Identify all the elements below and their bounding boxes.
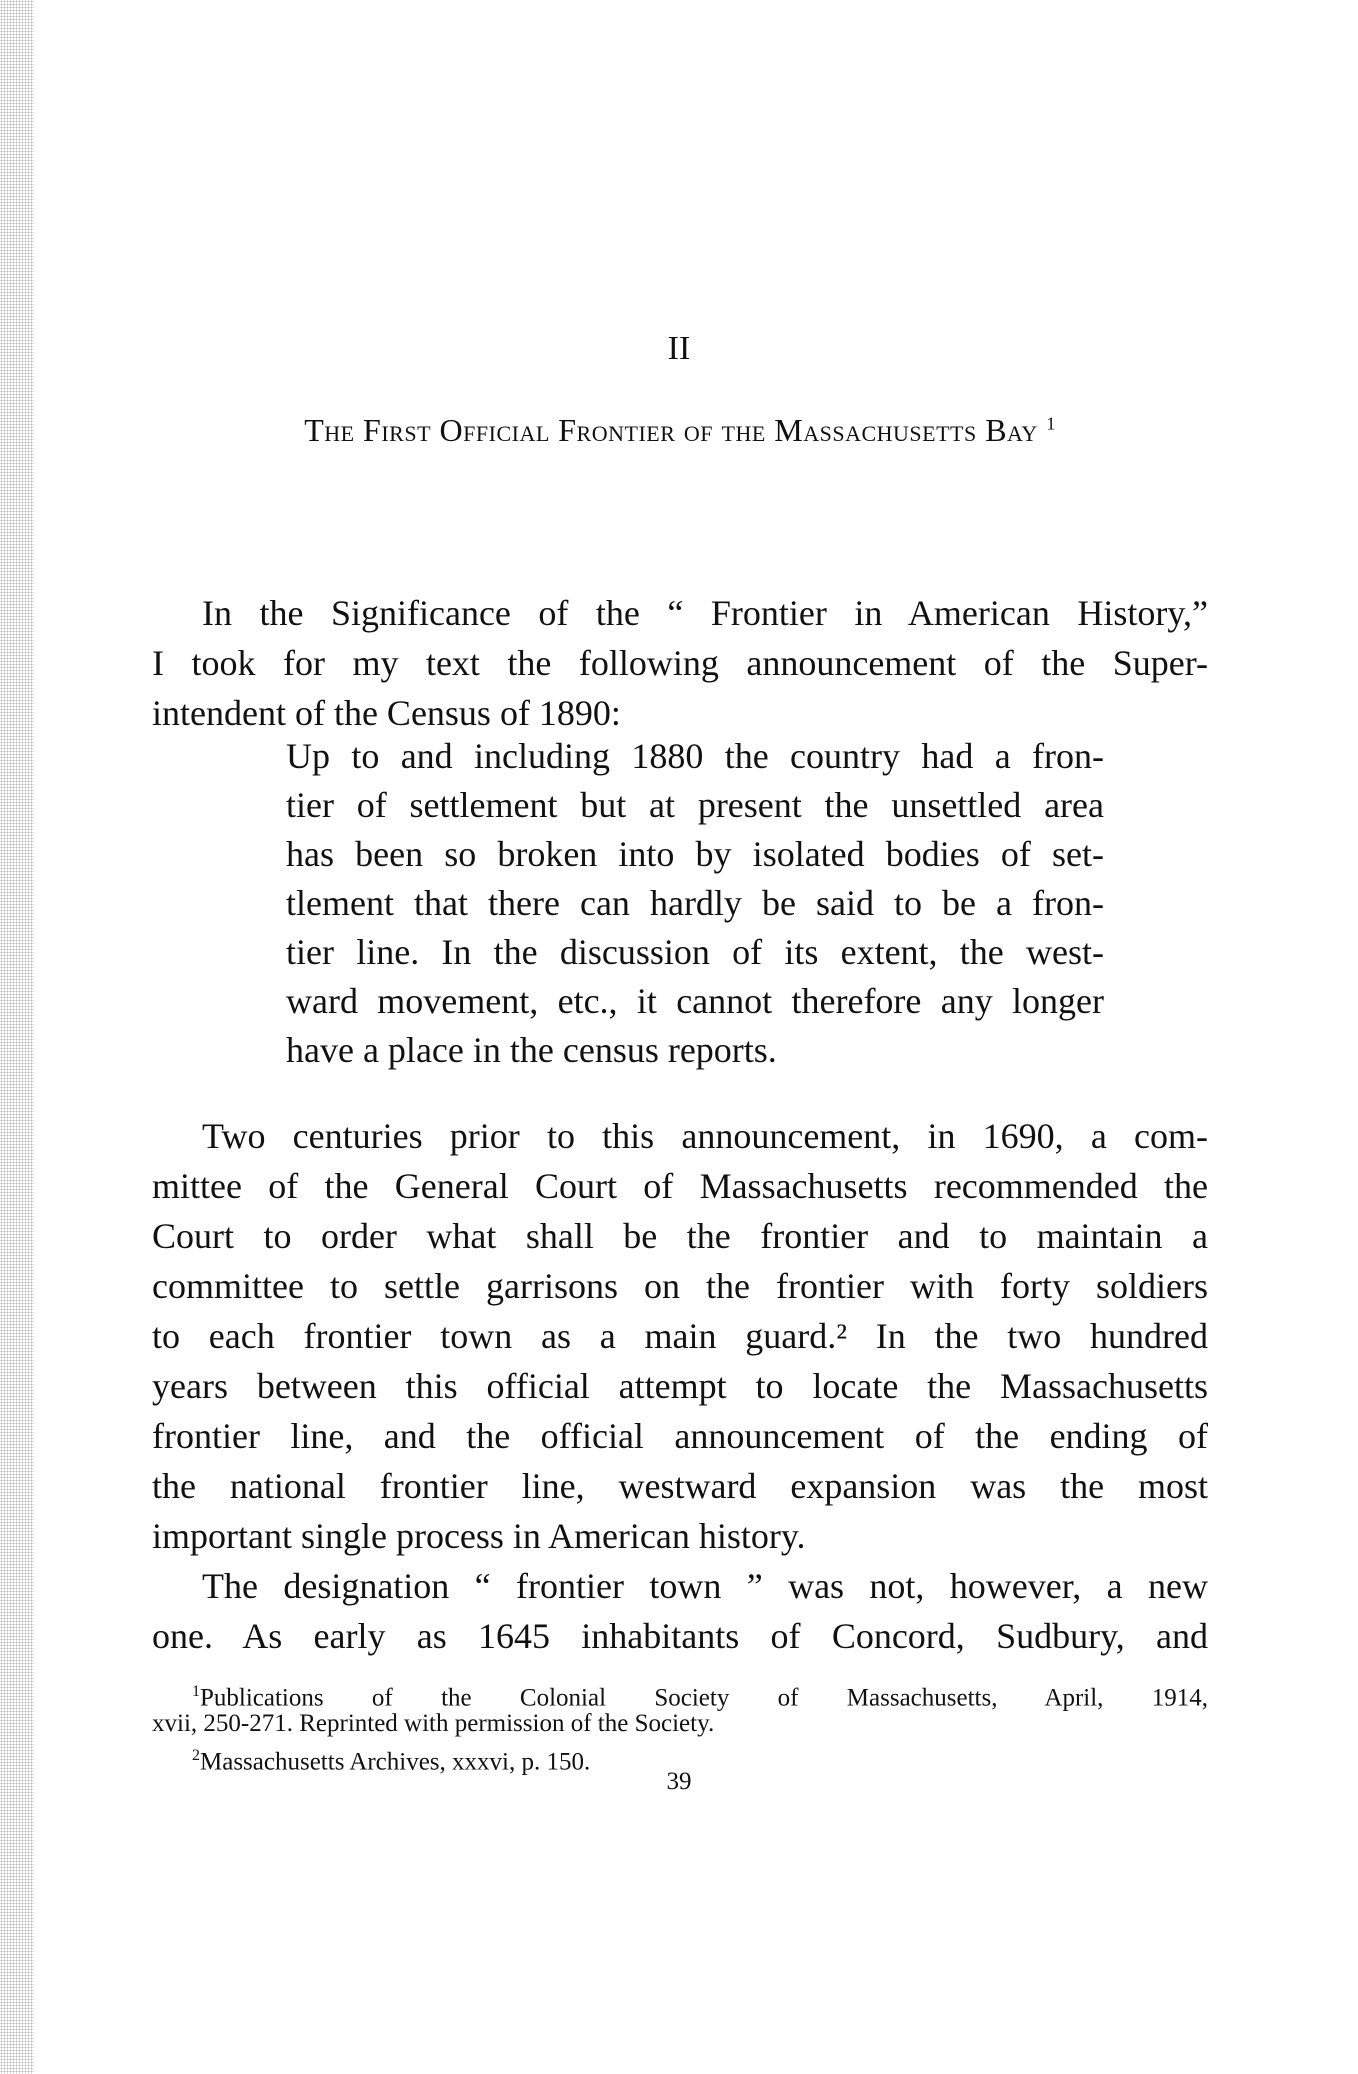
chapter-title — [150, 412, 1210, 449]
chapter-number: II — [667, 330, 691, 367]
text-line: In the Significance of the “ Frontier in American History,” — [202, 593, 1208, 633]
quote-line: tlement that there can hardly be said to be a fron- — [286, 883, 1104, 923]
text-line: Court to order what shall be the frontier and to maintain a — [152, 1216, 1208, 1256]
text-line: years between this official attempt to locate the Massachusetts — [152, 1366, 1208, 1406]
text-line: committee to settle garrisons on the frontier with forty soldiers — [152, 1266, 1208, 1306]
text-line: intendent of the Census of 1890: — [152, 693, 621, 733]
footnote-marker: 1 — [192, 1683, 200, 1700]
quote-line: Up to and including 1880 the country had a fron- — [286, 736, 1104, 776]
footnotes — [152, 1676, 1208, 1776]
text-line: mittee of the General Court of Massachusetts recommended the — [152, 1166, 1208, 1206]
footnote-text: Massachusetts Archives, xxxvi, p. 150. — [200, 1748, 591, 1776]
text-line: Two centuries prior to this announcement, in 1690, a com- — [202, 1116, 1208, 1156]
page-number: 39 — [666, 1768, 692, 1795]
block-quote — [286, 732, 1104, 1075]
text-line: important single process in American history. — [152, 1516, 806, 1556]
text-line: the national frontier line, westward expansion was the most — [152, 1466, 1208, 1506]
text-line: The designation “ frontier town ” was not, however, a new — [202, 1566, 1208, 1606]
quote-line: has been so broken into by isolated bodies of set- — [286, 834, 1104, 874]
quote-line: have a place in the census reports. — [286, 1030, 777, 1070]
title-text: The First Official Frontier of the Massachusetts Bay — [304, 412, 1038, 448]
scan-edge-texture — [0, 0, 34, 2074]
text-line: I took for my text the following announcement of the Super- — [152, 643, 1208, 683]
footnote-1-cont: xvii, 250-271. Reprinted with permission of the Society. — [152, 1710, 715, 1737]
footnote-1 — [152, 1676, 1208, 1712]
footnote-text: Publications of the Colonial Society of Massachusetts, April, 1914, — [200, 1684, 1208, 1712]
text-line: frontier line, and the official announcement of the ending of — [152, 1416, 1208, 1456]
text-line: to each frontier town as a main guard.² In the two hundred — [152, 1316, 1208, 1356]
footnote-marker: 2 — [192, 1747, 200, 1764]
text-line: one. As early as 1645 inhabitants of Concord, Sudbury, and — [152, 1616, 1208, 1656]
paragraph-1 — [152, 588, 1208, 738]
quote-line: ward movement, etc., it cannot therefore any longer — [286, 981, 1104, 1021]
paragraph-2 — [152, 1111, 1208, 1661]
title-footnote-marker: 1 — [1046, 413, 1056, 434]
quote-line: tier of settlement but at present the unsettled area — [286, 785, 1104, 825]
quote-line: tier line. In the discussion of its extent, the west- — [286, 932, 1104, 972]
